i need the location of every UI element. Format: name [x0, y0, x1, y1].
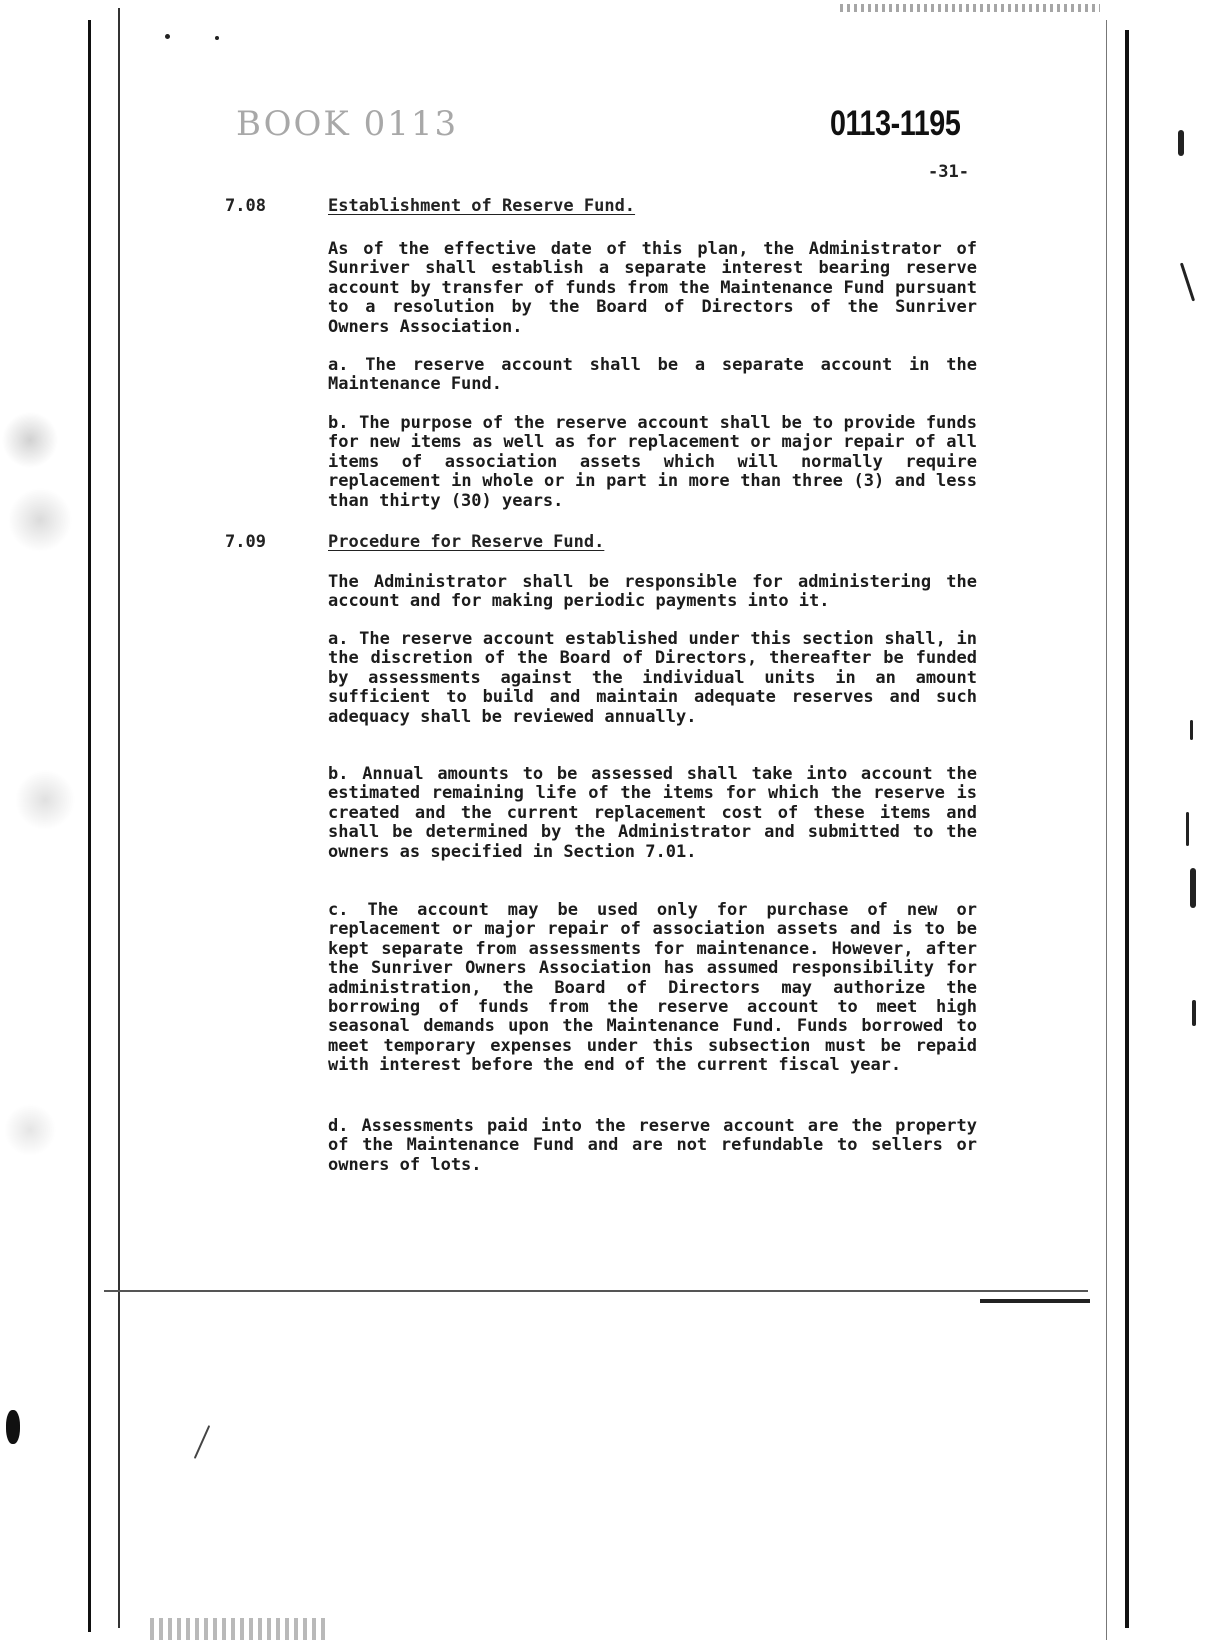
scan-border-bottom-mark — [980, 1299, 1090, 1303]
scan-border-bottom — [104, 1290, 1088, 1292]
section-7-09-clause-c: c. The account may be used only for purchase of new or replacement or major repair of association assets and is to be kept separate from assessments for maintenance. However, after the Sunriver Owners Association has assumed responsibility for administration, the Board of Directors may authorize the borrowing of funds from the reserve account to meet high seasonal demands upon the Maintenance Fund. Funds borrowed to meet temporary expenses under this subsection must be repaid with interest before the end of the current fiscal year. — [328, 900, 977, 1076]
scan-noise-top — [840, 4, 1100, 12]
scan-border-right-outer — [1125, 30, 1129, 1628]
section-number-7-08: 7.08 — [225, 196, 266, 216]
scan-noise-bottom — [150, 1618, 330, 1640]
section-7-09-clause-b: b. Annual amounts to be assessed shall take into account the estimated remaining life of the items for which the reserve is created and the current replacement cost of these items and shall be determined by the Administrator and submitted to the owners as specified in Section 7.01. — [328, 764, 977, 862]
scan-blot — [6, 1410, 20, 1444]
section-7-09-clause-a: a. The reserve account established under this section shall, in the discretion of the Board of Directors, thereafter be funded by assessments against the individual units in an amount sufficient to build and maintain adequate reserves and such adequacy shall be reviewed annually. — [328, 629, 977, 727]
scan-speck — [1192, 1000, 1196, 1026]
scan-speck — [1190, 720, 1193, 740]
scan-speck — [1178, 130, 1184, 156]
scan-border-left-inner — [118, 8, 120, 1628]
book-stamp: BOOK 0113 — [236, 104, 459, 144]
section-7-09-clause-d: d. Assessments paid into the reserve account are the property of the Maintenance Fund and are not refundable to sellers or owners of lots. — [328, 1116, 977, 1175]
section-number-7-09: 7.09 — [225, 532, 266, 552]
page-number: -31- — [928, 162, 969, 182]
scan-noise-left — [0, 0, 86, 1651]
scan-speck — [165, 34, 170, 39]
section-heading-7-08: Establishment of Reserve Fund. — [328, 196, 636, 216]
scan-speck — [215, 36, 219, 40]
scan-speck — [194, 1425, 210, 1459]
section-7-09-intro-paragraph: The Administrator shall be responsible for administering the account and for making periodic payments into it. — [328, 572, 977, 612]
scan-speck — [1190, 868, 1196, 908]
section-7-08-clause-a: a. The reserve account shall be a separate account in the Maintenance Fund. — [328, 355, 977, 395]
section-heading-7-09: Procedure for Reserve Fund. — [328, 532, 605, 552]
section-7-08-clause-b: b. The purpose of the reserve account shall be to provide funds for new items as well as for replacement or major repair of all items of association assets which will normally require replacement in whole or in part in more than three (3) and less than thirty (30) years. — [328, 413, 977, 511]
scan-speck — [1180, 263, 1195, 302]
scan-speck — [1186, 812, 1189, 846]
scan-border-right-inner — [1106, 20, 1107, 1640]
document-number: 0113-1195 — [830, 104, 961, 143]
scan-border-left-outer — [88, 20, 91, 1632]
section-7-08-intro-paragraph: As of the effective date of this plan, the Administrator of Sunriver shall establish a separate interest bearing reserve account by transfer of funds from the Maintenance Fund pursuant to a resolution by the Board of Directors of the Sunriver Owners Association. — [328, 239, 977, 337]
